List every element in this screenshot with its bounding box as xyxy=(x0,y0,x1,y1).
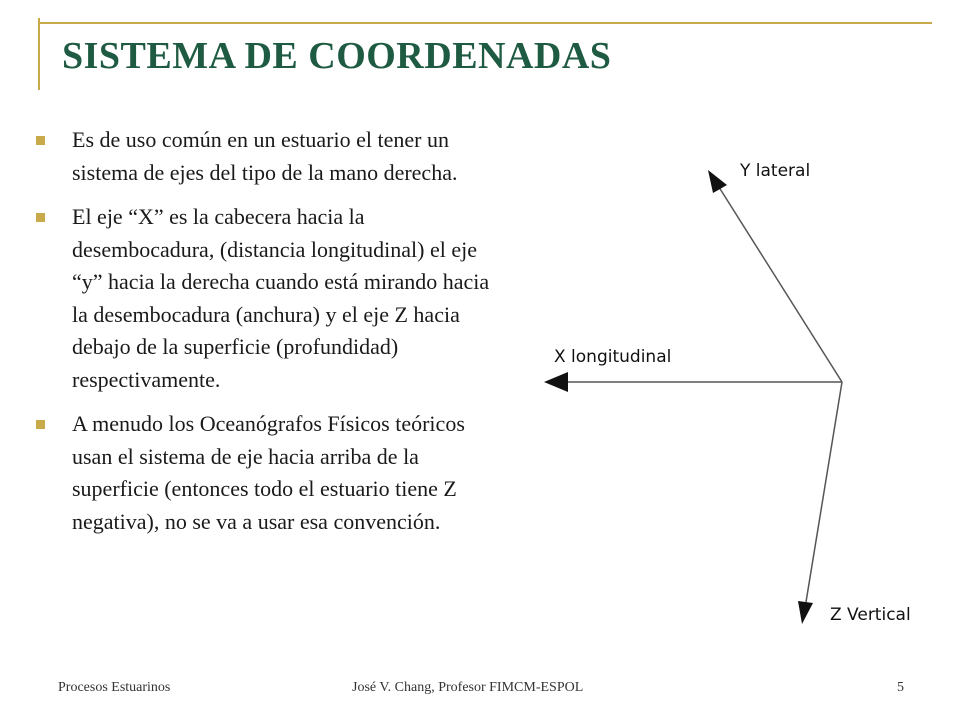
bullet-text-3: A menudo los Oceanógrafos Físicos teóricos usan el sistema de eje hacia arriba de la superficie (entonces todo el estuario tiene Z negativa), no se va a usar esa convención. xyxy=(72,411,465,534)
footer-author: José V. Chang, Profesor FIMCM-ESPOL xyxy=(352,680,584,695)
footer-page-number: 5 xyxy=(897,680,904,695)
square-bullet-icon xyxy=(36,213,45,222)
z-axis-arrowhead xyxy=(798,601,813,624)
title-accent-vertical-line xyxy=(38,18,40,90)
x-axis-label: X longitudinal xyxy=(554,347,672,367)
bullet-list xyxy=(34,124,504,550)
z-axis-label: Z Vertical xyxy=(830,605,911,625)
bullet-item-1 xyxy=(34,124,504,189)
bullet-item-3 xyxy=(34,408,504,538)
bullet-item-2 xyxy=(34,201,504,396)
bullet-text-2: El eje “X” es la cabecera hacia la desembocadura, (distancia longitudinal) el eje “y” hacia la derecha cuando está mirando hacia la desembocadura (anchura) y el eje Z hacia debajo de la superficie (profundidad) respectivamente. xyxy=(72,204,490,392)
x-axis-arrowhead xyxy=(544,372,568,392)
bullet-text-1: Es de uso común en un estuario el tener un sistema de ejes del tipo de la mano derecha. xyxy=(72,127,458,185)
square-bullet-icon xyxy=(36,136,45,145)
y-axis-line xyxy=(717,184,842,382)
y-axis-arrowhead xyxy=(708,170,727,193)
footer-course-name: Procesos Estuarinos xyxy=(58,680,171,695)
z-axis-line xyxy=(806,382,842,602)
title-accent-horizontal-line xyxy=(38,22,932,24)
y-axis-label: Y lateral xyxy=(740,161,811,181)
coordinate-axes-diagram xyxy=(530,140,930,640)
square-bullet-icon xyxy=(36,420,45,429)
slide-title: SISTEMA DE COORDENADAS xyxy=(62,35,612,77)
